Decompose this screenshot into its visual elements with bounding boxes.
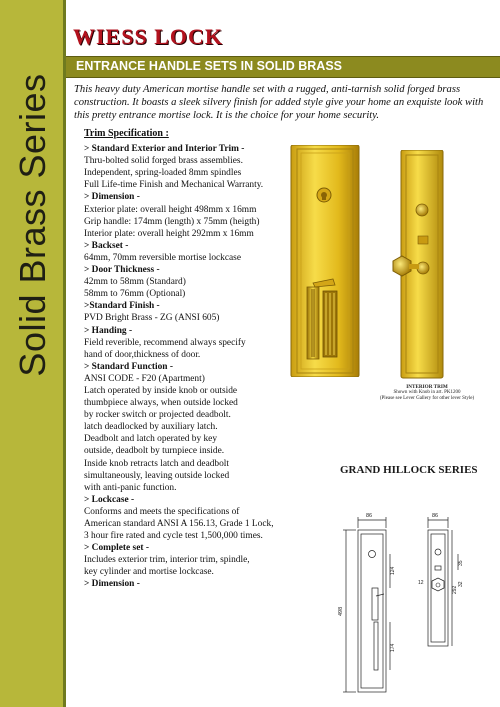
spec-section-heading: > Standard Function - bbox=[84, 361, 173, 372]
spec-section-heading: > Dimension - bbox=[84, 192, 140, 203]
intro-paragraph: This heavy duty American mortise handle set with a rugged, anti-tarnish solid forged brass construction. It boasts a sleek silvery finish for added style give your home an exquiste look with this pretty entrance mortise lock. It is the choice for your home security. bbox=[74, 84, 484, 121]
spec-text-line: simultaneously, leaving outside locked bbox=[84, 470, 230, 481]
spec-text-line: key cylinder and mortise lockcase. bbox=[84, 567, 214, 578]
caption-line-1: Shown with Knob in art. PK1200 bbox=[393, 390, 461, 395]
dim-w1: 86 bbox=[366, 513, 373, 519]
spec-text-line: with anti-panic function. bbox=[84, 482, 177, 493]
dim-w2: 86 bbox=[432, 513, 439, 519]
dim-d2: 174 bbox=[390, 643, 396, 652]
spec-text-line: Full Life-time Finish and Mechanical Warranty. bbox=[84, 180, 264, 191]
spec-text-line: Thru-bolted solid forged brass assemblies. bbox=[84, 156, 243, 167]
dim-d5: 12 bbox=[418, 580, 424, 586]
sidebar-divider bbox=[63, 0, 66, 707]
spec-text-line: American standard ANSI A 156.13, Grade 1 Lock, bbox=[84, 519, 274, 529]
spec-text-line: Deadbolt and latch operated by key bbox=[84, 434, 218, 445]
spec-text-line: Exterior plate: overall height 498mm x 16mm bbox=[84, 204, 257, 215]
trim-specification bbox=[84, 128, 284, 591]
spec-text-line: Grip handle: 174mm (length) x 75mm (heigth) bbox=[84, 216, 260, 227]
spec-text-line: latch deadlocked by auxiliary latch. bbox=[84, 422, 218, 433]
brand-logo: WIESS LOCK bbox=[73, 24, 223, 49]
spec-section-heading: > Standard Exterior and Interior Trim - bbox=[84, 144, 245, 155]
caption-line-2: (Please see Lever Gallery for other lever Style) bbox=[379, 396, 475, 401]
spec-text-line: hand of door,thickness of door. bbox=[84, 349, 201, 360]
spec-section-heading: > Dimension - bbox=[84, 579, 140, 590]
dim-d4: 32 bbox=[458, 581, 464, 587]
dimension-drawing bbox=[328, 508, 488, 703]
spec-text-line: 58mm to 76mm (Optional) bbox=[84, 289, 186, 300]
exterior-trim-image bbox=[285, 145, 365, 377]
spec-text-line: 64mm, 70mm reversible mortise lockcase bbox=[84, 252, 241, 263]
spec-section-heading: > Backset - bbox=[84, 240, 129, 251]
dim-h1: 498 bbox=[338, 606, 344, 616]
spec-text-line: 42mm to 58mm (Standard) bbox=[84, 277, 186, 288]
spec-text-line: Independent, spring-loaded 8mm spindles bbox=[84, 168, 242, 179]
spec-text-line: Conforms and meets the specifications of bbox=[84, 506, 240, 517]
dim-h2: 292 bbox=[452, 585, 458, 594]
dim-d3: 35 bbox=[458, 560, 464, 566]
banner-title: ENTRANCE HANDLE SETS IN SOLID BRASS bbox=[76, 59, 342, 73]
interior-trim-caption bbox=[372, 384, 482, 402]
series-vertical-title: Solid Brass Series bbox=[12, 73, 53, 377]
spec-section-heading: > Handing - bbox=[84, 325, 133, 336]
interior-trim-image bbox=[385, 150, 455, 380]
spec-text-line: ANSI CODE - F20 (Apartment) bbox=[84, 373, 205, 384]
spec-section-heading: > Lockcase - bbox=[84, 494, 135, 505]
spec-text-line: PVD Bright Brass - ZG (ANSI 605) bbox=[84, 313, 220, 324]
spec-section-heading: > Door Thickness - bbox=[84, 265, 160, 276]
section-banner bbox=[66, 56, 500, 78]
dim-d1: 124 bbox=[390, 566, 396, 575]
spec-section-heading: >Standard Finish - bbox=[84, 301, 160, 312]
spec-lines bbox=[84, 143, 284, 590]
spec-text-line: 3 hour fire rated and cycle test 1,500,000 times. bbox=[84, 531, 263, 542]
spec-text-line: Inside knob retracts latch and deadbolt bbox=[84, 458, 230, 469]
series-name: GRAND HILLOCK SERIES bbox=[340, 464, 478, 476]
spec-text-line: thumbpiece always, when outside locked bbox=[84, 398, 238, 409]
spec-section-heading: > Complete set - bbox=[84, 543, 149, 554]
caption-title: INTERIOR TRIM bbox=[406, 384, 448, 390]
spec-text-line: Latch operated by inside knob or outside bbox=[84, 385, 238, 396]
spec-text-line: Field reverible, recommend always specify bbox=[84, 337, 246, 348]
spec-text-line: outside, deadbolt by turnpiece inside. bbox=[84, 446, 225, 457]
spec-heading: Trim Specification : bbox=[84, 128, 169, 139]
spec-text-line: Interior plate: overall height 292mm x 16mm bbox=[84, 228, 254, 239]
spec-text-line: Includes exterior trim, interior trim, spindle, bbox=[84, 555, 250, 566]
spec-text-line: by rocker switch or projected deadbolt. bbox=[84, 410, 231, 421]
